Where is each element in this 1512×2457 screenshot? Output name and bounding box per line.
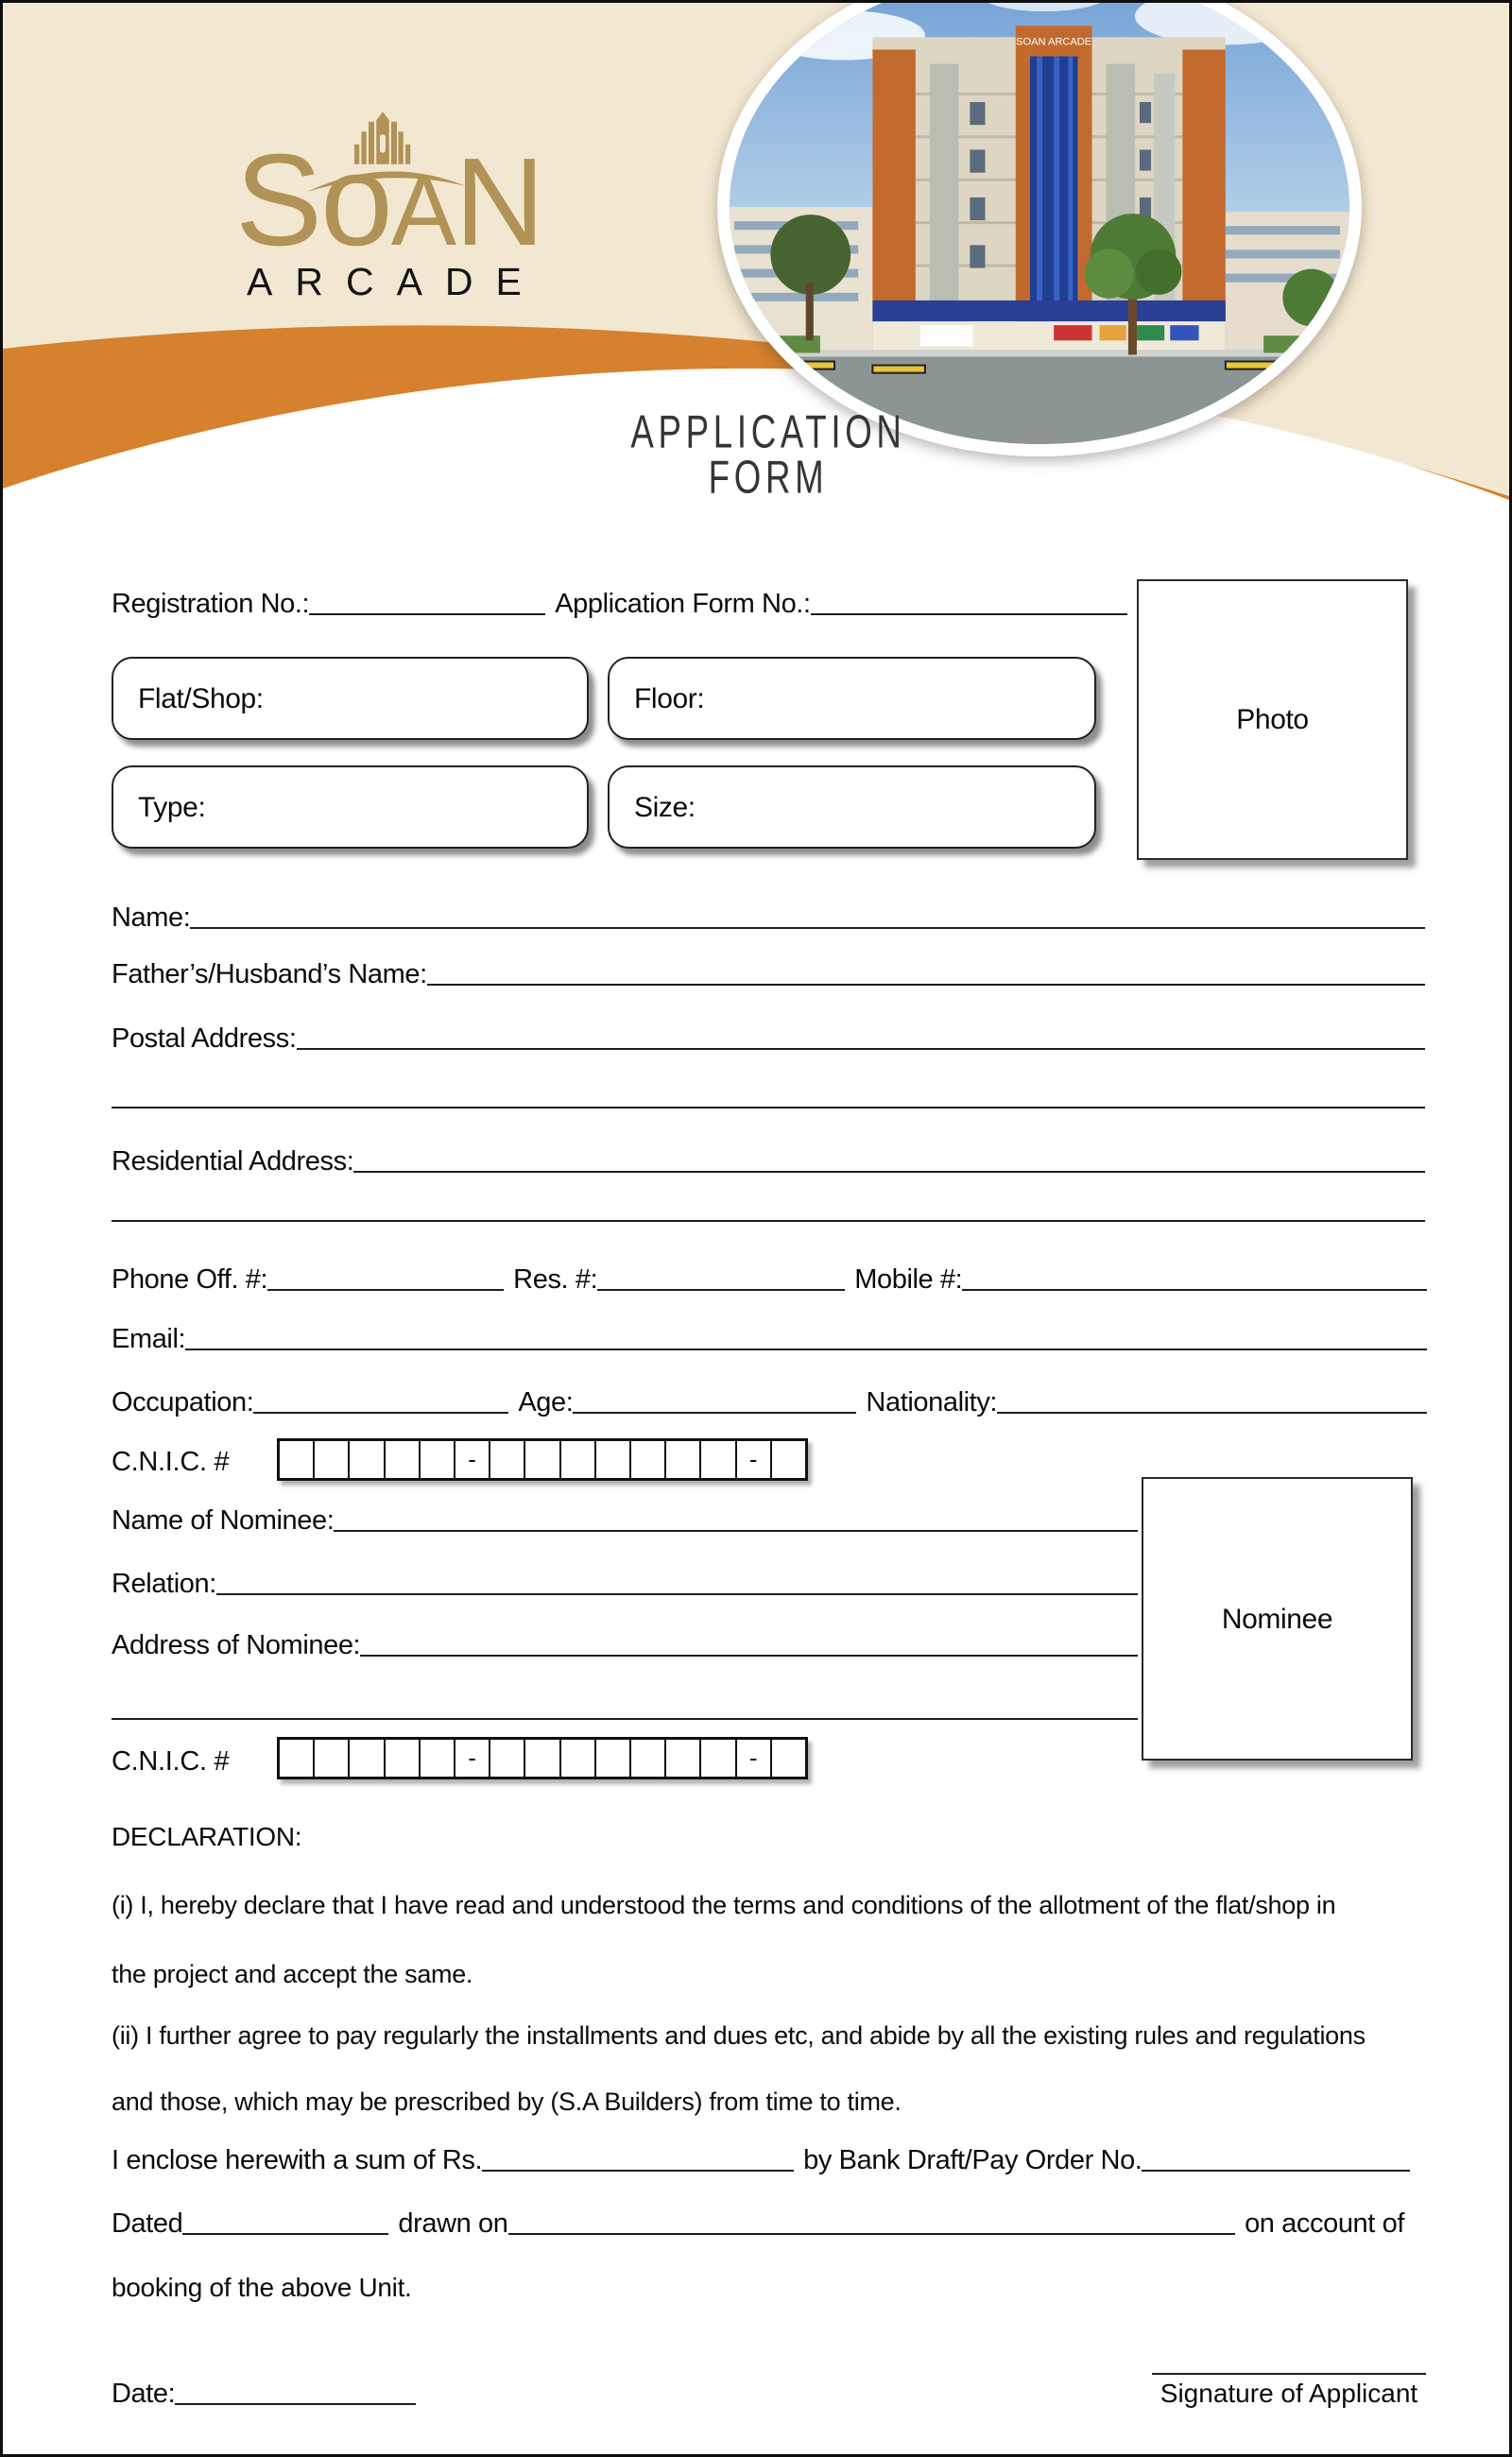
postal-address-row xyxy=(112,1017,1425,1055)
cnic-dash-cell: - xyxy=(455,1740,490,1777)
cnic-grid-nominee xyxy=(277,1737,808,1779)
age-field-line[interactable] xyxy=(573,1412,856,1414)
application-form-no-label: Application Form No.: xyxy=(555,589,811,620)
form-title-line2: FORM xyxy=(708,450,829,504)
occupation-row xyxy=(112,1381,1427,1418)
father-husband-field-line[interactable] xyxy=(427,984,1425,986)
application-form-no-field-line[interactable] xyxy=(811,613,1127,615)
cnic-digit-cell[interactable] xyxy=(701,1740,736,1777)
email-field-line[interactable] xyxy=(185,1349,1427,1350)
nominee-box-label: Nominee xyxy=(1221,1603,1333,1635)
father-husband-label: Father’s/Husband’s Name: xyxy=(112,959,427,990)
nominee-address-label: Address of Nominee: xyxy=(112,1630,361,1661)
declaration-line-1: (i) I, hereby declare that I have read and understood the terms and conditions of the allotment of the flat/shop in xyxy=(112,1891,1336,1919)
phone-off-label: Phone Off. #: xyxy=(112,1264,268,1296)
cnic-digit-cell[interactable] xyxy=(561,1740,596,1777)
age-label: Age: xyxy=(518,1387,574,1418)
building-sign-text: SOAN ARCADE xyxy=(1016,36,1092,48)
cnic-digit-cell[interactable] xyxy=(280,1740,315,1777)
name-field-line[interactable] xyxy=(190,927,1425,929)
cnic-digit-cell[interactable] xyxy=(772,1441,805,1478)
name-label: Name: xyxy=(112,902,191,934)
photo-box-label: Photo xyxy=(1236,704,1309,735)
mobile-field-line[interactable] xyxy=(962,1289,1427,1291)
registration-row xyxy=(112,582,1127,620)
email-row xyxy=(112,1317,1427,1355)
father-husband-row xyxy=(112,953,1425,990)
drawn-on-label: drawn on xyxy=(398,2208,508,2240)
cnic-digit-cell[interactable] xyxy=(421,1441,455,1478)
size-box[interactable] xyxy=(608,765,1096,849)
signature-field-line[interactable] xyxy=(1152,2373,1426,2375)
nationality-label: Nationality: xyxy=(866,1387,998,1418)
nominee-address-field-line-2[interactable] xyxy=(112,1718,1138,1720)
occupation-field-line[interactable] xyxy=(253,1412,508,1414)
declaration-line-4: and those, which may be prescribed by (S.A Builders) from time to time. xyxy=(112,2088,902,2116)
mobile-label: Mobile #: xyxy=(854,1264,963,1296)
postal-address-label: Postal Address: xyxy=(112,1023,297,1055)
cnic-digit-cell[interactable] xyxy=(596,1441,631,1478)
res-field-line[interactable] xyxy=(597,1289,845,1291)
postal-address-field-line[interactable] xyxy=(297,1048,1426,1050)
cnic-dash-cell: - xyxy=(737,1441,772,1478)
nominee-address-row-2 xyxy=(112,1687,1138,1725)
phone-row xyxy=(112,1258,1427,1296)
enclose-sum-label: I enclose herewith a sum of Rs. xyxy=(112,2145,483,2176)
cnic-digit-cell[interactable] xyxy=(490,1441,525,1478)
cnic-digit-cell[interactable] xyxy=(315,1441,350,1478)
cnic-digit-cell[interactable] xyxy=(525,1740,560,1777)
dated-label: Dated xyxy=(112,2208,183,2240)
nominee-relation-row xyxy=(112,1562,1138,1600)
booking-unit-label: booking of the above Unit. xyxy=(112,2273,412,2302)
cnic-grid-applicant xyxy=(277,1438,808,1481)
residential-address-field-line-2[interactable] xyxy=(112,1220,1425,1222)
cnic-digit-cell[interactable] xyxy=(350,1740,385,1777)
cnic-digit-cell[interactable] xyxy=(315,1740,350,1777)
nominee-relation-label: Relation: xyxy=(112,1569,216,1600)
date-label: Date: xyxy=(112,2379,176,2410)
nominee-address-field-line[interactable] xyxy=(360,1655,1138,1657)
bank-draft-label: by Bank Draft/Pay Order No. xyxy=(803,2145,1143,2176)
sum-amount-field-line[interactable] xyxy=(482,2170,794,2172)
on-account-of-label: on account of xyxy=(1245,2208,1404,2240)
name-row xyxy=(112,896,1425,934)
cnic-digit-cell[interactable] xyxy=(561,1441,596,1478)
floor-box[interactable] xyxy=(608,657,1096,740)
phone-off-field-line[interactable] xyxy=(267,1289,504,1291)
declaration-line-3: (ii) I further agree to pay regularly the installments and dues etc, and abide by all the existing rules and regulations xyxy=(112,2021,1366,2050)
date-row xyxy=(112,2372,416,2410)
size-label: Size: xyxy=(634,791,696,823)
enclose-sum-row xyxy=(112,2139,1410,2176)
cnic-dash-cell: - xyxy=(455,1441,490,1478)
declaration-heading: DECLARATION: xyxy=(112,1822,302,1851)
nominee-name-field-line[interactable] xyxy=(334,1530,1138,1532)
residential-address-row-2 xyxy=(112,1189,1425,1227)
res-label: Res. #: xyxy=(513,1264,598,1296)
date-field-line[interactable] xyxy=(175,2403,416,2405)
form-title-line1: APPLICATION xyxy=(630,404,906,458)
residential-address-field-line[interactable] xyxy=(353,1171,1425,1173)
cnic-digit-cell[interactable] xyxy=(386,1740,421,1777)
type-label: Type: xyxy=(138,791,206,823)
registration-no-label: Registration No.: xyxy=(112,589,310,620)
logo-wordmark xyxy=(235,128,543,273)
nominee-box[interactable] xyxy=(1142,1477,1413,1761)
cnic-digit-cell[interactable] xyxy=(701,1441,736,1478)
building-photo xyxy=(730,0,1349,444)
bank-draft-no-field-line[interactable] xyxy=(1142,2170,1410,2172)
logo-letter: S xyxy=(235,128,321,273)
cnic-digit-cell[interactable] xyxy=(631,1740,666,1777)
photo-box[interactable] xyxy=(1137,579,1408,860)
cnic-digit-cell[interactable] xyxy=(631,1441,666,1478)
declaration-line-2: the project and accept the same. xyxy=(112,1960,473,1988)
cnic-digit-cell[interactable] xyxy=(772,1740,805,1777)
email-label: Email: xyxy=(112,1324,186,1355)
cnic-digit-cell[interactable] xyxy=(280,1441,315,1478)
cnic-digit-cell[interactable] xyxy=(666,1740,701,1777)
postal-address-field-line-2[interactable] xyxy=(112,1107,1425,1108)
occupation-label: Occupation: xyxy=(112,1387,254,1418)
floor-label: Floor: xyxy=(634,682,705,714)
cnic-digit-cell[interactable] xyxy=(386,1441,421,1478)
flat-shop-label: Flat/Shop: xyxy=(138,682,264,714)
cnic-digit-cell[interactable] xyxy=(350,1441,385,1478)
cnic-label: C.N.I.C. # xyxy=(112,1447,230,1477)
nationality-field-line[interactable] xyxy=(997,1412,1427,1414)
registration-no-field-line[interactable] xyxy=(309,613,545,615)
cnic-digit-cell[interactable] xyxy=(525,1441,560,1478)
logo-letter: o xyxy=(320,128,391,273)
nominee-cnic-label: C.N.I.C. # xyxy=(112,1746,230,1777)
dated-field-line[interactable] xyxy=(182,2233,388,2235)
cnic-dash-cell: - xyxy=(737,1740,772,1777)
dated-row xyxy=(112,2202,1404,2240)
nominee-relation-field-line[interactable] xyxy=(216,1593,1138,1595)
logo-subtitle: ARCADE xyxy=(247,260,544,303)
logo-letter: N xyxy=(455,132,543,271)
nominee-name-row xyxy=(112,1499,1138,1537)
form-title xyxy=(485,404,1052,504)
signature-of-applicant-label: Signature of Applicant xyxy=(1160,2379,1418,2408)
nominee-address-row xyxy=(112,1624,1138,1661)
nominee-name-label: Name of Nominee: xyxy=(112,1505,335,1537)
type-box[interactable] xyxy=(112,765,589,849)
cnic-digit-cell[interactable] xyxy=(421,1740,455,1777)
postal-address-row-2 xyxy=(112,1075,1425,1113)
cnic-digit-cell[interactable] xyxy=(596,1740,631,1777)
residential-address-label: Residential Address: xyxy=(112,1146,354,1177)
drawn-on-field-line[interactable] xyxy=(508,2233,1236,2235)
cnic-digit-cell[interactable] xyxy=(490,1740,525,1777)
residential-address-row xyxy=(112,1140,1425,1177)
cnic-digit-cell[interactable] xyxy=(666,1441,701,1478)
logo-letter: A xyxy=(390,157,455,266)
flat-shop-box[interactable] xyxy=(112,657,589,740)
